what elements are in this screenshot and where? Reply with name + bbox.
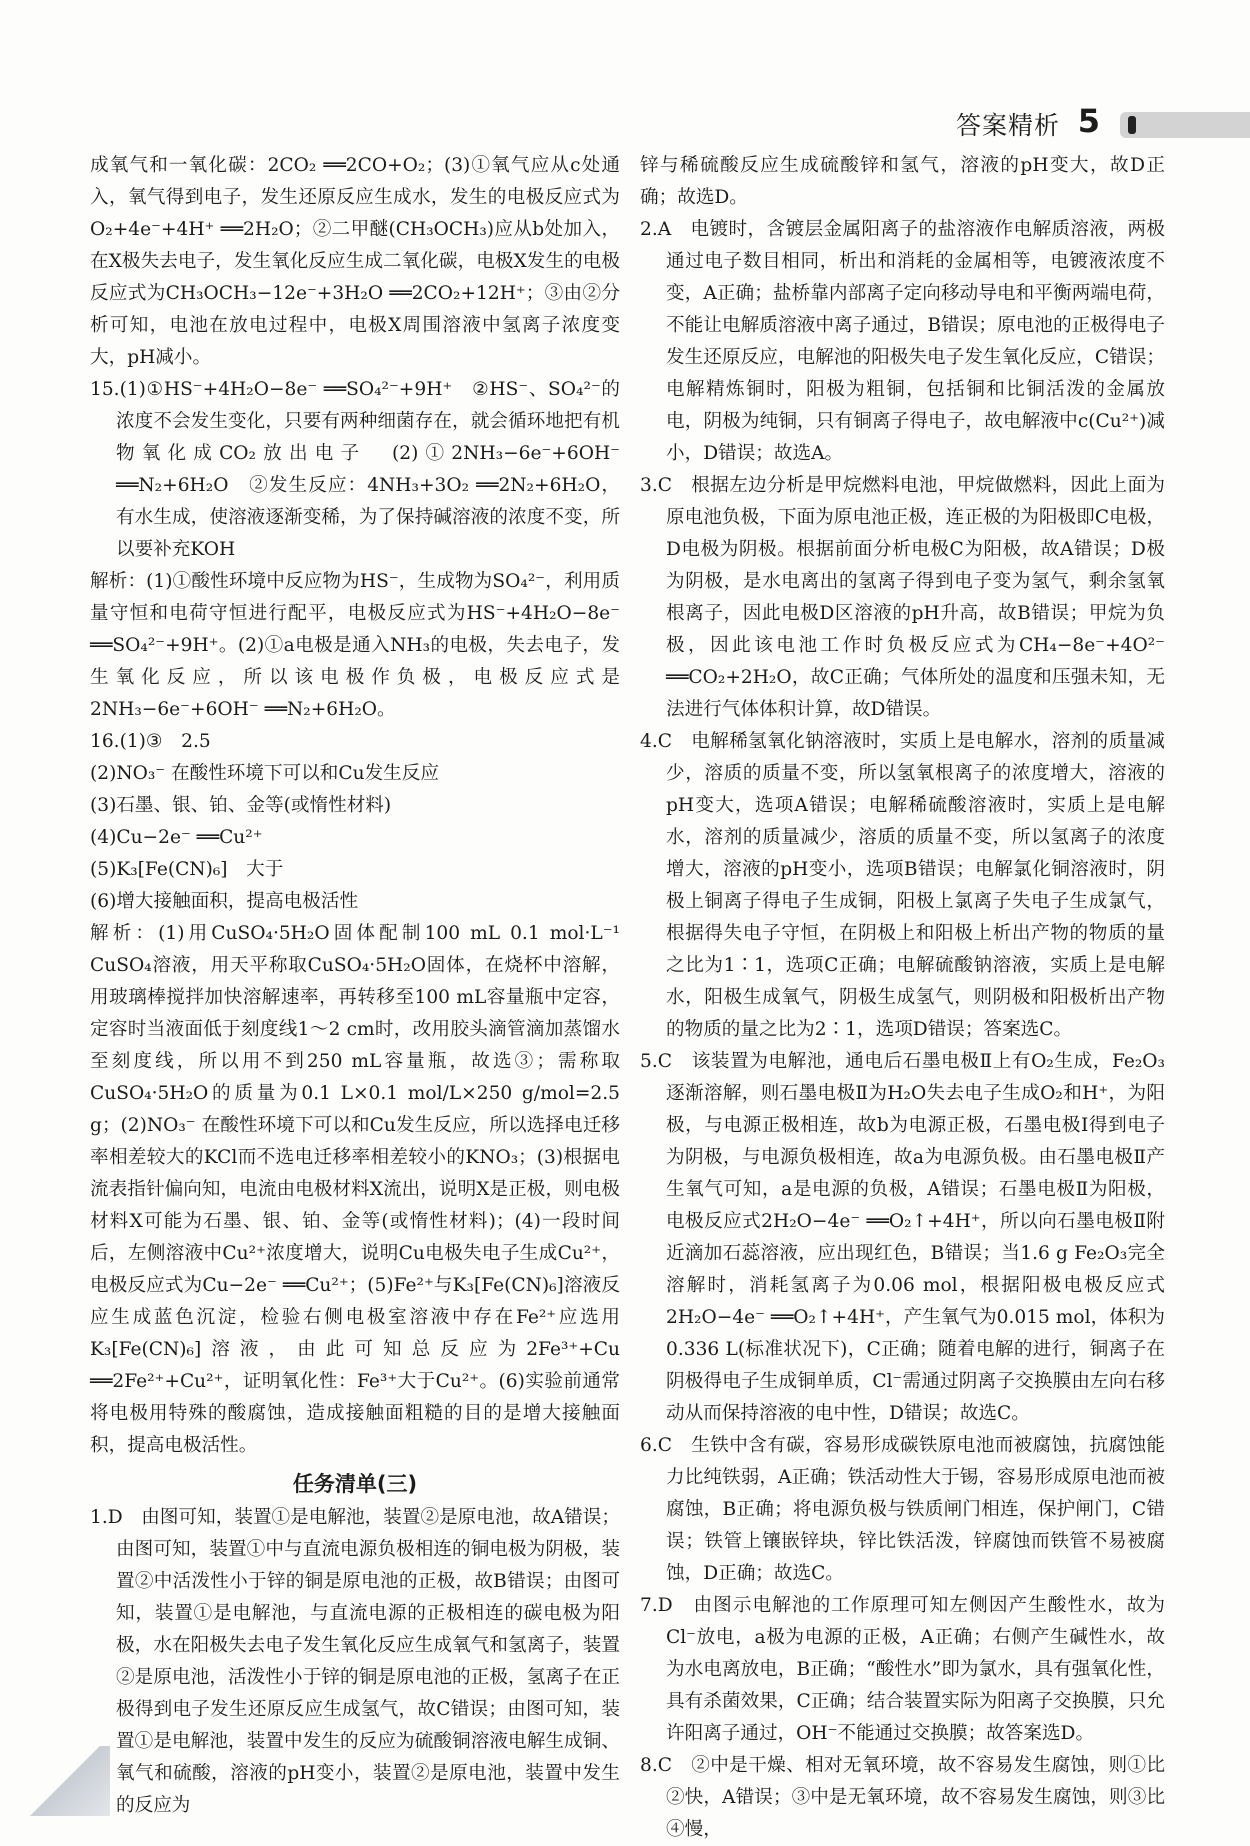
page-corner-decoration — [0, 1746, 110, 1816]
section-title: 任务清单(三) — [292, 1472, 418, 1496]
answer-16-6: (6)增大接触面积，提高电极活性 — [90, 891, 359, 912]
answer-item-4: 4.C 电解稀氢氧化钠溶液时，实质上是电解水，溶剂的质量减少，溶质的质量不变，所以氢氧根离子的浓度增大，溶液的pH变大，选项A错误；电解稀硫酸溶液时，实质上是电解水，溶剂的质量减少，溶质的质量不变，所以氢离子的浓度增大，溶液的pH变小，选项B错误；电解氯化铜溶液时，阴极上铜离子得电子生成铜，阳极上氯离子失电子生成氯气，根据得失电子守恒，在阴极上和阳极上析出产物的物质的量之比为1∶1，选项C正确；电解硫酸钠溶液，实质上是电解水，阳极生成氧气，阴极生成氢气，则阴极和阳极析出产物的物质的量之比为2∶1，选项D错误；答案选C。 — [640, 731, 1165, 1040]
answer-item-16: 16.(1)③ 2.5 — [90, 731, 211, 752]
page-header — [850, 104, 1250, 144]
answer-item-15: 15.(1)①HS⁻+4H₂O−8e⁻ ══SO₄²⁻+9H⁺ ②HS⁻、SO₄²⁻的浓度不会发生变化，只要有两种细菌存在，就会循环地把有机物氧化成CO₂放出电子 (2)①2NH₃−6e⁻+6OH⁻ ══N₂+6H₂O ②发生反应：4NH₃+3O₂ ══2N₂+6H₂O，有水生成，使溶液逐渐变稀，为了保持碱溶液的浓度不变，所以要补充KOH — [90, 379, 620, 560]
page-number: 5 — [1077, 102, 1100, 140]
analysis-16: 解析：(1)用CuSO₄·5H₂O固体配制100 mL 0.1 mol·L⁻¹ CuSO₄溶液，用天平称取CuSO₄·5H₂O固体，在烧杯中溶解，用玻璃棒搅拌加快溶解速率，再转移至100 mL容量瓶中定容，定容时当液面低于刻度线1～2 cm时，改用胶头滴管滴加蒸馏水至刻度线，所以用不到250 mL容量瓶，故选③；需称取CuSO₄·5H₂O的质量为0.1 L×0.1 mol/L×250 g/mol=2.5 g；(2)NO₃⁻ 在酸性环境下可以和Cu发生反应，所以选择电迁移率相差较大的KCl而不选电迁移率相差较小的KNO₃；(3)根据电流表指针偏向知，电流由电极材料X流出，说明X是正极，则电极材料X可能为石墨、银、铂、金等(或惰性材料)；(4)一段时间后，左侧溶液中Cu²⁺浓度增大，说明Cu电极失电子生成Cu²⁺，电极反应式为Cu−2e⁻ ══Cu²⁺；(5)Fe²⁺与K₃[Fe(CN)₆]溶液反应生成蓝色沉淀，检验右侧电极室溶液中存在Fe²⁺应选用K₃[Fe(CN)₆]溶液，由此可知总反应为2Fe³⁺+Cu ══2Fe²⁺+Cu²⁺，证明氧化性：Fe³⁺大于Cu²⁺。(6)实验前通常将电极用特殊的酸腐蚀，造成接触面粗糙的目的是增大接触面积，提高电极活性。 — [90, 923, 620, 1456]
left-column — [90, 150, 620, 1822]
answer-16-2: (2)NO₃⁻ 在酸性环境下可以和Cu发生反应 — [90, 763, 439, 784]
analysis-15: 解析：(1)①酸性环境中反应物为HS⁻，生成物为SO₄²⁻，利用质量守恒和电荷守恒进行配平，电极反应式为HS⁻+4H₂O−8e⁻ ══SO₄²⁻+9H⁺。(2)①a电极是通入NH₃的电极，失去电子，发生氧化反应，所以该电极作负极，电极反应式是2NH₃−6e⁻+6OH⁻ ══N₂+6H₂O。 — [90, 571, 620, 720]
answer-item-3: 3.C 根据左边分析是甲烷燃料电池，甲烷做燃料，因此上面为原电池负极，下面为原电池正极，连正极的为阳极即C电极，D电极为阴极。根据前面分析电极C为阳极，故A错误；D极为阴极，是水电离出的氢离子得到电子变为氢气，剩余氢氧根离子，因此电极D区溶液的pH升高，故B错误；甲烷为负极，因此该电池工作时负极反应式为CH₄−8e⁻+4O²⁻ ══CO₂+2H₂O，故C正确；气体所处的温度和压强未知，无法进行气体体积计算，故D错误。 — [640, 475, 1165, 720]
header-tab-decoration — [1120, 112, 1250, 138]
answer-16-3: (3)石墨、银、铂、金等(或惰性材料) — [90, 795, 392, 816]
answer-item-5: 5.C 该装置为电解池，通电后石墨电极Ⅱ上有O₂生成，Fe₂O₃逐渐溶解，则石墨电极Ⅱ为H₂O失去电子生成O₂和H⁺，为阳极，与电源正极相连，故b为电源正极，石墨电极Ⅰ得到电子为阴极，与电源负极相连，故a为电源负极。由石墨电极Ⅱ产生氧气可知，a是电源的负极，A错误；石墨电极Ⅱ为阳极，电极反应式2H₂O−4e⁻ ══O₂↑+4H⁺，所以向石墨电极Ⅱ附近滴加石蕊溶液，应出现红色，B错误；当1.6 g Fe₂O₃完全溶解时，消耗氢离子为0.06 mol，根据阳极电极反应式2H₂O−4e⁻ ══O₂↑+4H⁺，产生氧气为0.015 mol，体积为0.336 L(标准状况下)，C正确；随着电解的进行，铜离子在阴极得电子生成铜单质，Cl⁻需通过阴离子交换膜由左向右移动从而保持溶液的电中性，D错误；故选C。 — [640, 1051, 1165, 1424]
answer-item-2: 2.A 电镀时，含镀层金属阳离子的盐溶液作电解质溶液，两极通过电子数目相同，析出和消耗的金属相等，电镀液浓度不变，A正确；盐桥靠内部离子定向移动导电和平衡两端电荷，不能让电解质溶液中离子通过，B错误；原电池的正极得电子发生还原反应，电解池的阳极失电子发生氧化反应，C错误；电解精炼铜时，阳极为粗铜，包括铜和比铜活泼的金属放电，阴极为纯铜，只有铜离子得电子，故电解液中c(Cu²⁺)减小，D错误；故选A。 — [640, 219, 1165, 464]
answer-item-6: 6.C 生铁中含有碳，容易形成碳铁原电池而被腐蚀，抗腐蚀能力比纯铁弱，A正确；铁活动性大于锡，容易形成原电池而被腐蚀，B正确；将电源负极与铁质闸门相连，保护闸门，C错误；铁管上镶嵌锌块，锌比铁活泼，锌腐蚀而铁管不易被腐蚀，D正确；故选C。 — [640, 1435, 1165, 1584]
answer-16-4: (4)Cu−2e⁻ ══Cu²⁺ — [90, 827, 263, 848]
paragraph: 成氧气和一氧化碳：2CO₂ ══2CO+O₂；(3)①氧气应从c处通入，氧气得到电子，发生还原反应生成水，发生的电极反应式为O₂+4e⁻+4H⁺ ══2H₂O；②二甲醚(CH₃OCH₃)应从b处加入，在X极失去电子，发生氧化反应生成二氧化碳，电极X发生的电极反应式为CH₃OCH₃−12e⁻+3H₂O ══2CO₂+12H⁺；③由②分析可知，电池在放电过程中，电极X周围溶液中氢离子浓度变大，pH减小。 — [90, 155, 620, 368]
answer-item-7: 7.D 由图示电解池的工作原理可知左侧因产生酸性水，故为Cl⁻放电，a极为电源的正极，A正确；右侧产生碱性水，故为水电离放电，B正确；“酸性水”即为氯水，具有强氧化性，具有杀菌效果，C正确；结合装置实际为阳离子交换膜，只允许阳离子通过，OH⁻不能通过交换膜；故答案选D。 — [640, 1595, 1165, 1744]
right-column — [640, 150, 1165, 1846]
answer-item-1: 1.D 由图可知，装置①是电解池，装置②是原电池，故A错误；由图可知，装置①中与直流电源负极相连的铜电极为阴极，装置②中活泼性小于锌的铜是原电池的正极，故B错误；由图可知，装置①是电解池，与直流电源的正极相连的碳电极为阳极，水在阳极失去电子发生氧化反应生成氧气和氢离子，装置②是原电池，活泼性小于锌的铜是原电池的正极，氢离子在正极得到电子发生还原反应生成氢气，故C错误；由图可知，装置①是电解池，装置中发生的反应为硫酸铜溶液电解生成铜、氧气和硫酸，溶液的pH变小，装置②是原电池，装置中发生的反应为 — [90, 1507, 620, 1816]
answer-16-5: (5)K₃[Fe(CN)₆] 大于 — [90, 859, 284, 880]
paragraph: 锌与稀硫酸反应生成硫酸锌和氢气，溶液的pH变大，故D正确；故选D。 — [640, 155, 1165, 208]
header-title: 答案精析 — [955, 111, 1060, 140]
answer-item-8: 8.C ②中是干燥、相对无氧环境，故不容易发生腐蚀，则①比②快，A错误；③中是无氧环境，故不容易发生腐蚀，则③比④慢， — [640, 1755, 1165, 1840]
